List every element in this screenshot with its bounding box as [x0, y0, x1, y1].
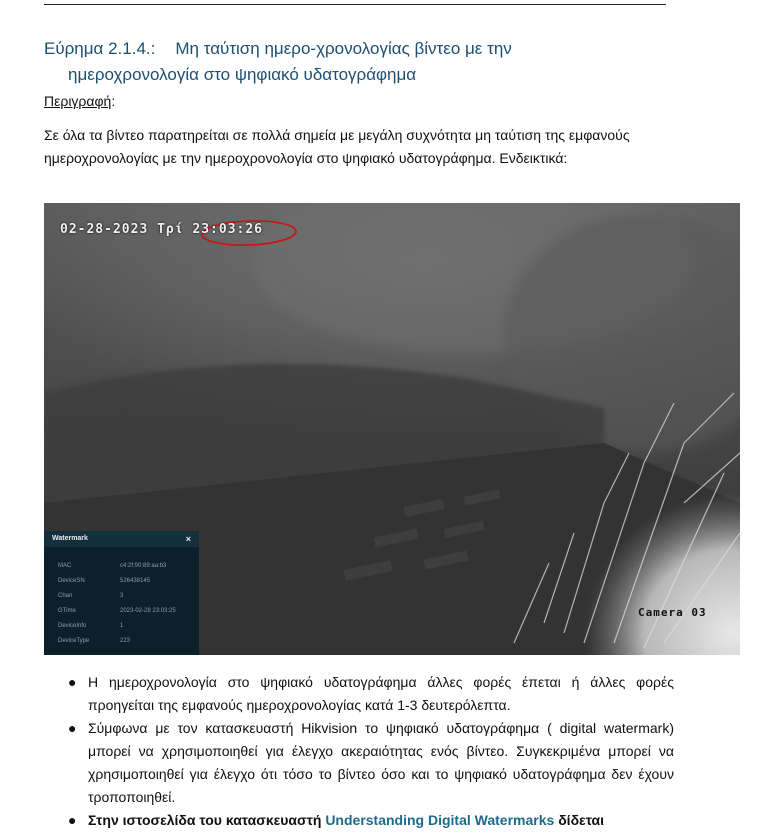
- watermark-row-chan: [58, 591, 198, 601]
- bullet-icon: ●: [68, 812, 77, 828]
- watermark-panel-header: [44, 531, 199, 547]
- watermark-row-devicesn: [58, 576, 198, 586]
- finding-number: Εύρημα 2.1.4.:: [44, 39, 156, 58]
- watermark-value: 223: [120, 638, 131, 644]
- list-item: [44, 717, 674, 809]
- finding-title-line2: ημεροχρονολογία στο ψηφιακό υδατογράφημα: [68, 65, 417, 84]
- bullet-icon: ●: [68, 720, 77, 736]
- watermark-key: DeviceType: [58, 638, 90, 644]
- watermark-key: GTime: [58, 608, 76, 614]
- watermark-key: Chan: [58, 593, 73, 599]
- list-item: [44, 671, 674, 717]
- manufacturer-link[interactable]: Understanding Digital Watermarks: [325, 812, 555, 828]
- bullet-text: Η ημεροχρονολογία στο ψηφιακό υδατογράφημα άλλες φορές έπεται ή άλλες φορές προηγείται της εμφανούς ημεροχρονολογίας κατά 1-3 δευτερόλεπτα.: [88, 674, 674, 713]
- cctv-screenshot: [44, 203, 740, 655]
- watermark-key: MAC: [58, 563, 72, 569]
- description-label: [44, 93, 115, 109]
- watermark-key: DeviceInfo: [58, 623, 87, 629]
- top-rule: [44, 4, 666, 5]
- finding-heading: [44, 36, 684, 88]
- bullet-icon: ●: [68, 674, 77, 690]
- description-text: Σε όλα τα βίντεο παρατηρείται σε πολλά σημεία με μεγάλη συχνότητα μη ταύτιση της εμφανούς ημεροχρονολογίας με την ημεροχρονολογία στο ψηφιακό υδατογράφημα. Ενδεικτικά:: [44, 127, 630, 166]
- watermark-value: 2023-02-28 23:03:25: [120, 608, 176, 614]
- finding-title-line1: Μη ταύτιση ημερο-χρονολογίας βίντεο με την: [175, 39, 512, 58]
- bullet-text-suffix: δίδεται: [558, 812, 605, 828]
- camera-label-overlay: Camera 03: [638, 606, 707, 619]
- watermark-panel: [44, 531, 199, 655]
- watermark-value: 1: [120, 623, 124, 629]
- bullet-text-prefix: Στην ιστοσελίδα του κατασκευαστή: [88, 812, 322, 828]
- close-icon[interactable]: ×: [185, 534, 191, 544]
- watermark-key: DeviceSN: [58, 578, 85, 584]
- watermark-row-deviceinfo: [58, 621, 198, 631]
- watermark-value: c4:2f:90:89:aa:b3: [120, 563, 167, 569]
- watermark-value: 3: [120, 593, 124, 599]
- findings-bullet-list: [44, 671, 674, 832]
- watermark-row-gtime: [58, 606, 198, 616]
- watermark-panel-title: Watermark: [52, 535, 88, 542]
- video-timestamp-overlay: 02-28-2023 Τρί 23:03:26: [60, 222, 264, 237]
- description-label-text: Περιγραφή: [44, 93, 112, 109]
- list-item: [44, 809, 674, 832]
- watermark-value: 526438145: [120, 578, 151, 584]
- watermark-row-devicetype: [58, 636, 198, 646]
- description-label-colon: :: [111, 93, 116, 109]
- bullet-text: Σύμφωνα με τον κατασκευαστή Hikvision το ψηφιακό υδατογράφημα ( digital watermark) μπορεί να χρησιμοποιηθεί για έλεγχο ακεραιότητας ενός βίντεο. Συγκεκριμένα μπορεί να χρησιμοποιηθεί για έλεγχο ότι τόσο το βίντεο όσο και το ψηφιακό υδατογράφημα δεν έχουν τροποποιηθεί.: [88, 720, 674, 805]
- watermark-row-mac: [58, 561, 198, 571]
